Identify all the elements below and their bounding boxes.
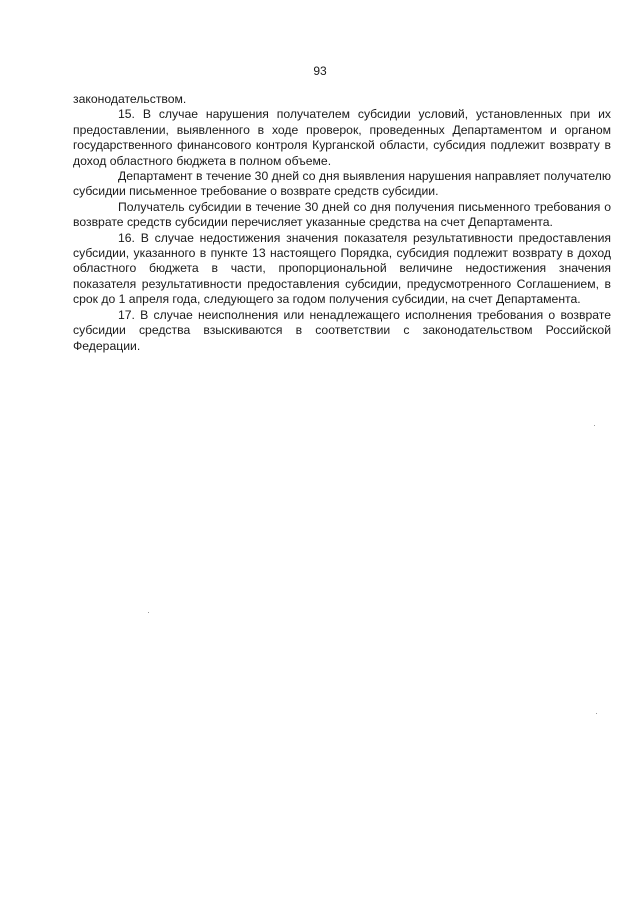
scan-speck [594,425,595,426]
page-number: 93 [313,64,327,78]
paragraph-continuation: законодательством. [73,92,187,106]
paragraph-recipient-transfer: Получатель субсидии в течение 30 дней со дня получения письменного требования о возврате средств субсидии перечисляет указанные средства на счет Департамента. [73,199,611,230]
document-body [73,92,611,354]
scan-speck [148,612,149,613]
paragraph-clause-17: 17. В случае неисполнения или ненадлежащего исполнения требования о возврате субсидии средства взыскиваются в соответствии с законодательством Российской Федерации. [73,307,611,353]
paragraph-clause-16: 16. В случае недостижения значения показателя результативности предоставления субсидии, указанного в пункте 13 настоящего Порядка, субсидия подлежит возврату в доход областного бюджета в части, пропорциональной величине недостижения значения показателя результативности предоставления субсидии, предусмотренного Соглашением, в срок до 1 апреля года, следующего за годом получения субсидии, на счет Департамента. [73,230,611,307]
scan-speck [596,713,597,714]
paragraph-department-notice: Департамент в течение 30 дней со дня выявления нарушения направляет получателю субсидии письменное требование о возврате средств субсидии. [73,169,611,199]
paragraph-clause-15: 15. В случае нарушения получателем субсидии условий, установленных при их предоставлении, выявленного в ходе проверок, проведенных Департаментом и органом государственного финансового контроля Курганской области, субсидия подлежит возврату в доход областного бюджета в полном объеме. [73,107,611,168]
